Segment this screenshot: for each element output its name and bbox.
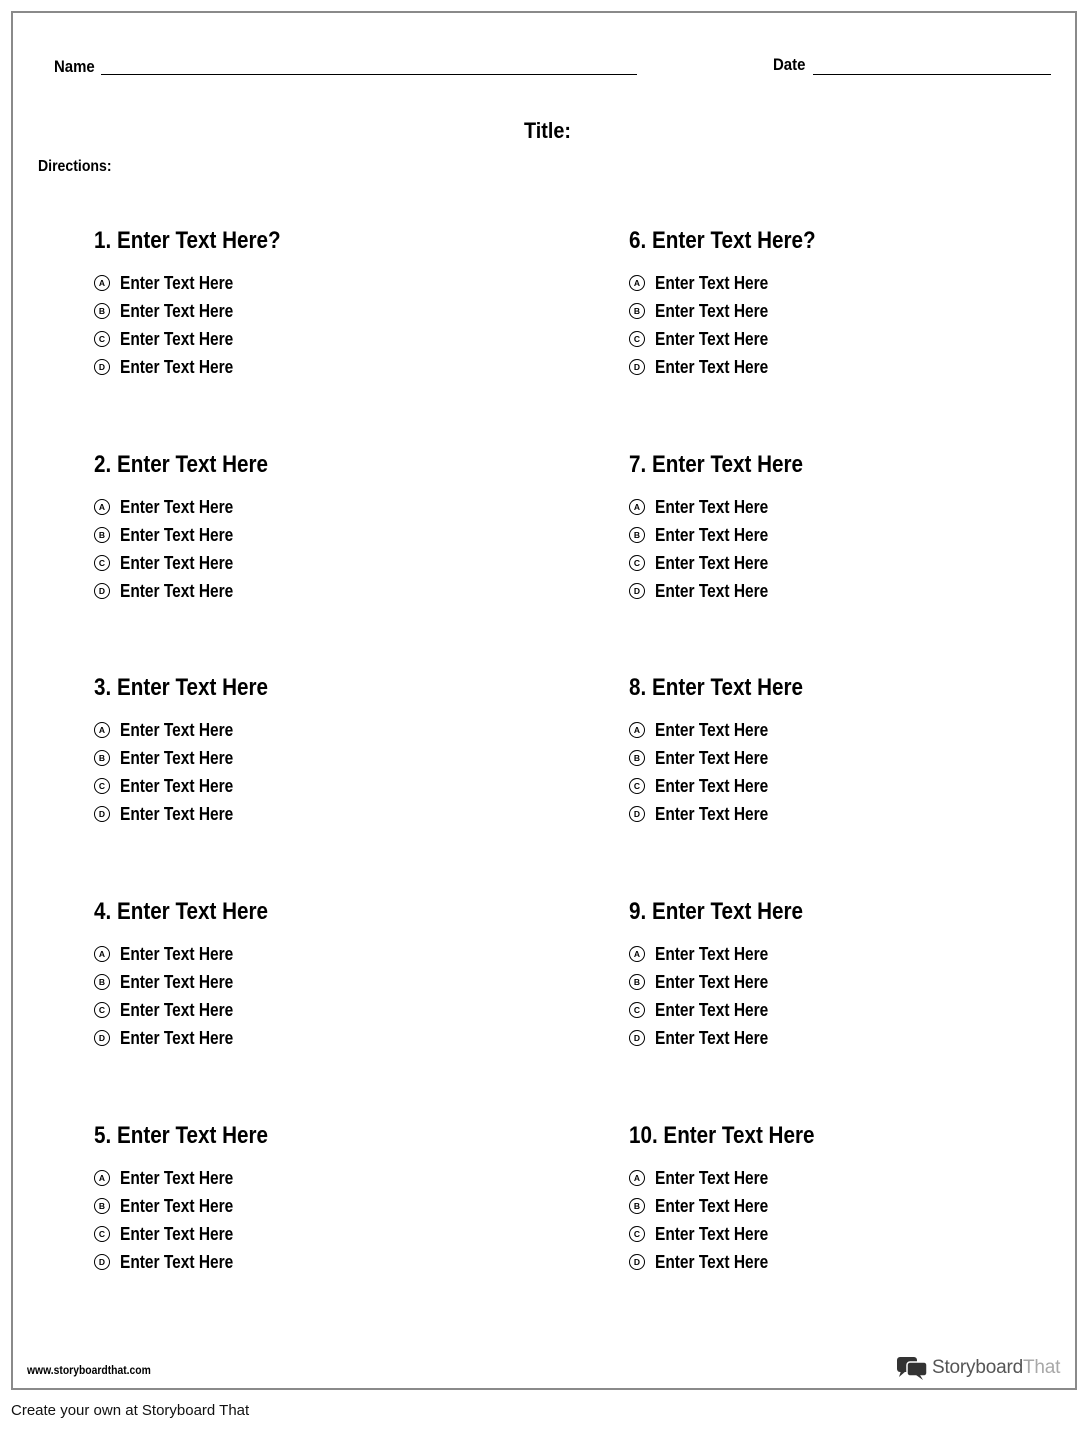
- answer-bubble-c[interactable]: C: [629, 778, 645, 794]
- answer-bubble-b[interactable]: B: [94, 750, 110, 766]
- answer-text: Enter Text Here: [120, 803, 234, 824]
- answer-options: [629, 1164, 1049, 1276]
- answer-option[interactable]: [629, 744, 1049, 772]
- answer-option[interactable]: [94, 940, 514, 968]
- answer-text: Enter Text Here: [120, 580, 234, 601]
- question-6: [629, 226, 1049, 381]
- answer-option[interactable]: [629, 940, 1049, 968]
- answer-option[interactable]: [94, 716, 514, 744]
- date-line[interactable]: [813, 74, 1051, 75]
- answer-text: Enter Text Here: [655, 1195, 769, 1216]
- answer-text: Enter Text Here: [655, 272, 769, 293]
- answer-text: Enter Text Here: [120, 999, 234, 1020]
- answer-option[interactable]: [94, 1164, 514, 1192]
- speech-bubbles-icon: [896, 1355, 930, 1381]
- name-line[interactable]: [101, 74, 637, 75]
- answer-bubble-b[interactable]: B: [94, 303, 110, 319]
- answer-option[interactable]: [629, 716, 1049, 744]
- answer-options: [629, 940, 1049, 1052]
- answer-text: Enter Text Here: [120, 943, 234, 964]
- answer-bubble-a[interactable]: A: [94, 1170, 110, 1186]
- answer-bubble-a[interactable]: A: [94, 275, 110, 291]
- answer-option[interactable]: [94, 353, 514, 381]
- answer-options: [629, 269, 1049, 381]
- question-4: [94, 897, 514, 1052]
- answer-option[interactable]: [94, 325, 514, 353]
- answer-option[interactable]: [629, 772, 1049, 800]
- answer-bubble-d[interactable]: D: [94, 1030, 110, 1046]
- answer-text: Enter Text Here: [120, 747, 234, 768]
- answer-text: Enter Text Here: [655, 524, 769, 545]
- answer-option[interactable]: [629, 353, 1049, 381]
- question-title: 1. Enter Text Here?: [94, 227, 281, 254]
- answer-bubble-c[interactable]: C: [629, 1226, 645, 1242]
- answer-options: [94, 940, 514, 1052]
- answer-bubble-c[interactable]: C: [94, 1226, 110, 1242]
- answer-option[interactable]: [94, 968, 514, 996]
- answer-bubble-c[interactable]: C: [629, 331, 645, 347]
- answer-text: Enter Text Here: [120, 552, 234, 573]
- answer-bubble-b[interactable]: B: [629, 1198, 645, 1214]
- answer-bubble-a[interactable]: A: [94, 722, 110, 738]
- answer-option[interactable]: [629, 577, 1049, 605]
- answer-bubble-d[interactable]: D: [94, 1254, 110, 1270]
- answer-bubble-b[interactable]: B: [629, 974, 645, 990]
- question-title: 10. Enter Text Here: [629, 1122, 815, 1149]
- answer-bubble-c[interactable]: C: [94, 331, 110, 347]
- answer-text: Enter Text Here: [655, 580, 769, 601]
- answer-option[interactable]: [629, 325, 1049, 353]
- answer-text: Enter Text Here: [655, 1027, 769, 1048]
- question-title: 5. Enter Text Here: [94, 1122, 268, 1149]
- answer-bubble-d[interactable]: D: [629, 806, 645, 822]
- answer-option[interactable]: [94, 800, 514, 828]
- answer-text: Enter Text Here: [655, 552, 769, 573]
- answer-option[interactable]: [94, 549, 514, 577]
- answer-text: Enter Text Here: [120, 1223, 234, 1244]
- answer-bubble-a[interactable]: A: [629, 1170, 645, 1186]
- answer-text: Enter Text Here: [655, 775, 769, 796]
- answer-text: Enter Text Here: [120, 356, 234, 377]
- answer-bubble-d[interactable]: D: [94, 806, 110, 822]
- question-title: 8. Enter Text Here: [629, 674, 803, 701]
- answer-text: Enter Text Here: [655, 1251, 769, 1272]
- date-label: Date: [773, 55, 806, 74]
- answer-option[interactable]: [94, 493, 514, 521]
- answer-bubble-b[interactable]: B: [629, 527, 645, 543]
- answer-text: Enter Text Here: [120, 1027, 234, 1048]
- question-5: [94, 1121, 514, 1276]
- answer-text: Enter Text Here: [655, 971, 769, 992]
- page-title: Title:: [524, 118, 571, 143]
- question-title: 3. Enter Text Here: [94, 674, 268, 701]
- answer-bubble-a[interactable]: A: [629, 275, 645, 291]
- answer-option[interactable]: [629, 1024, 1049, 1052]
- answer-bubble-d[interactable]: D: [629, 1030, 645, 1046]
- question-8: [629, 673, 1049, 828]
- website-url: www.storyboardthat.com: [27, 1365, 151, 1377]
- answer-text: Enter Text Here: [655, 719, 769, 740]
- answer-bubble-b[interactable]: B: [94, 527, 110, 543]
- question-title: 7. Enter Text Here: [629, 451, 803, 478]
- answer-bubble-c[interactable]: C: [629, 1002, 645, 1018]
- directions-label: Directions:: [38, 158, 112, 175]
- answer-option[interactable]: [94, 297, 514, 325]
- answer-option[interactable]: [629, 968, 1049, 996]
- answer-text: Enter Text Here: [655, 803, 769, 824]
- answer-bubble-a[interactable]: A: [94, 499, 110, 515]
- answer-bubble-b[interactable]: B: [94, 974, 110, 990]
- question-title: 2. Enter Text Here: [94, 451, 268, 478]
- answer-text: Enter Text Here: [655, 999, 769, 1020]
- answer-options: [94, 716, 514, 828]
- answer-option[interactable]: [94, 1220, 514, 1248]
- answer-option[interactable]: [629, 1220, 1049, 1248]
- answer-options: [629, 493, 1049, 605]
- answer-option[interactable]: [94, 744, 514, 772]
- answer-text: Enter Text Here: [655, 356, 769, 377]
- answer-text: Enter Text Here: [120, 719, 234, 740]
- answer-text: Enter Text Here: [120, 328, 234, 349]
- answer-option[interactable]: [94, 1192, 514, 1220]
- answer-bubble-b[interactable]: B: [629, 303, 645, 319]
- answer-bubble-c[interactable]: C: [94, 1002, 110, 1018]
- answer-text: Enter Text Here: [120, 524, 234, 545]
- answer-text: Enter Text Here: [655, 747, 769, 768]
- answer-option[interactable]: [629, 800, 1049, 828]
- answer-bubble-c[interactable]: C: [94, 778, 110, 794]
- answer-option[interactable]: [94, 996, 514, 1024]
- brand-name-that: That: [1022, 1357, 1061, 1378]
- answer-option[interactable]: [629, 297, 1049, 325]
- answer-option[interactable]: [629, 996, 1049, 1024]
- answer-option[interactable]: [94, 577, 514, 605]
- answer-text: Enter Text Here: [655, 328, 769, 349]
- answer-text: Enter Text Here: [120, 1251, 234, 1272]
- question-title: 6. Enter Text Here?: [629, 227, 816, 254]
- worksheet: [11, 11, 1077, 1390]
- answer-option[interactable]: [629, 1164, 1049, 1192]
- answer-text: Enter Text Here: [655, 496, 769, 517]
- answer-text: Enter Text Here: [120, 971, 234, 992]
- question-title: 9. Enter Text Here: [629, 898, 803, 925]
- answer-option[interactable]: [629, 269, 1049, 297]
- answer-text: Enter Text Here: [120, 1195, 234, 1216]
- answer-option[interactable]: [94, 1248, 514, 1276]
- answer-options: [94, 493, 514, 605]
- answer-bubble-a[interactable]: A: [629, 722, 645, 738]
- create-your-own-footer[interactable]: Create your own at Storyboard That: [11, 1402, 250, 1419]
- answer-text: Enter Text Here: [120, 496, 234, 517]
- storyboardthat-logo: [896, 1355, 1060, 1381]
- answer-bubble-d[interactable]: D: [94, 359, 110, 375]
- answer-text: Enter Text Here: [655, 300, 769, 321]
- answer-text: Enter Text Here: [655, 943, 769, 964]
- answer-option[interactable]: [94, 1024, 514, 1052]
- question-1: [94, 226, 514, 381]
- brand-name-storyboard: Storyboard: [932, 1357, 1023, 1378]
- answer-text: Enter Text Here: [120, 775, 234, 796]
- question-10: [629, 1121, 1049, 1276]
- answer-text: Enter Text Here: [120, 1167, 234, 1188]
- answer-text: Enter Text Here: [655, 1223, 769, 1244]
- answer-bubble-c[interactable]: C: [629, 555, 645, 571]
- answer-bubble-a[interactable]: A: [629, 499, 645, 515]
- answer-bubble-a[interactable]: A: [629, 946, 645, 962]
- answer-text: Enter Text Here: [655, 1167, 769, 1188]
- answer-bubble-a[interactable]: A: [94, 946, 110, 962]
- question-9: [629, 897, 1049, 1052]
- question-2: [94, 450, 514, 605]
- answer-option[interactable]: [629, 1248, 1049, 1276]
- answer-text: Enter Text Here: [120, 272, 234, 293]
- answer-options: [629, 716, 1049, 828]
- answer-bubble-d[interactable]: D: [629, 359, 645, 375]
- answer-option[interactable]: [629, 1192, 1049, 1220]
- answer-option[interactable]: [629, 493, 1049, 521]
- question-7: [629, 450, 1049, 605]
- answer-option[interactable]: [94, 772, 514, 800]
- answer-option[interactable]: [94, 269, 514, 297]
- question-3: [94, 673, 514, 828]
- answer-text: Enter Text Here: [120, 300, 234, 321]
- answer-option[interactable]: [629, 549, 1049, 577]
- answer-options: [94, 1164, 514, 1276]
- answer-bubble-b[interactable]: B: [629, 750, 645, 766]
- answer-option[interactable]: [629, 521, 1049, 549]
- answer-option[interactable]: [94, 521, 514, 549]
- answer-bubble-d[interactable]: D: [629, 1254, 645, 1270]
- answer-bubble-d[interactable]: D: [629, 583, 645, 599]
- name-label: Name: [54, 57, 95, 76]
- answer-options: [94, 269, 514, 381]
- question-title: 4. Enter Text Here: [94, 898, 268, 925]
- answer-bubble-c[interactable]: C: [94, 555, 110, 571]
- answer-bubble-b[interactable]: B: [94, 1198, 110, 1214]
- answer-bubble-d[interactable]: D: [94, 583, 110, 599]
